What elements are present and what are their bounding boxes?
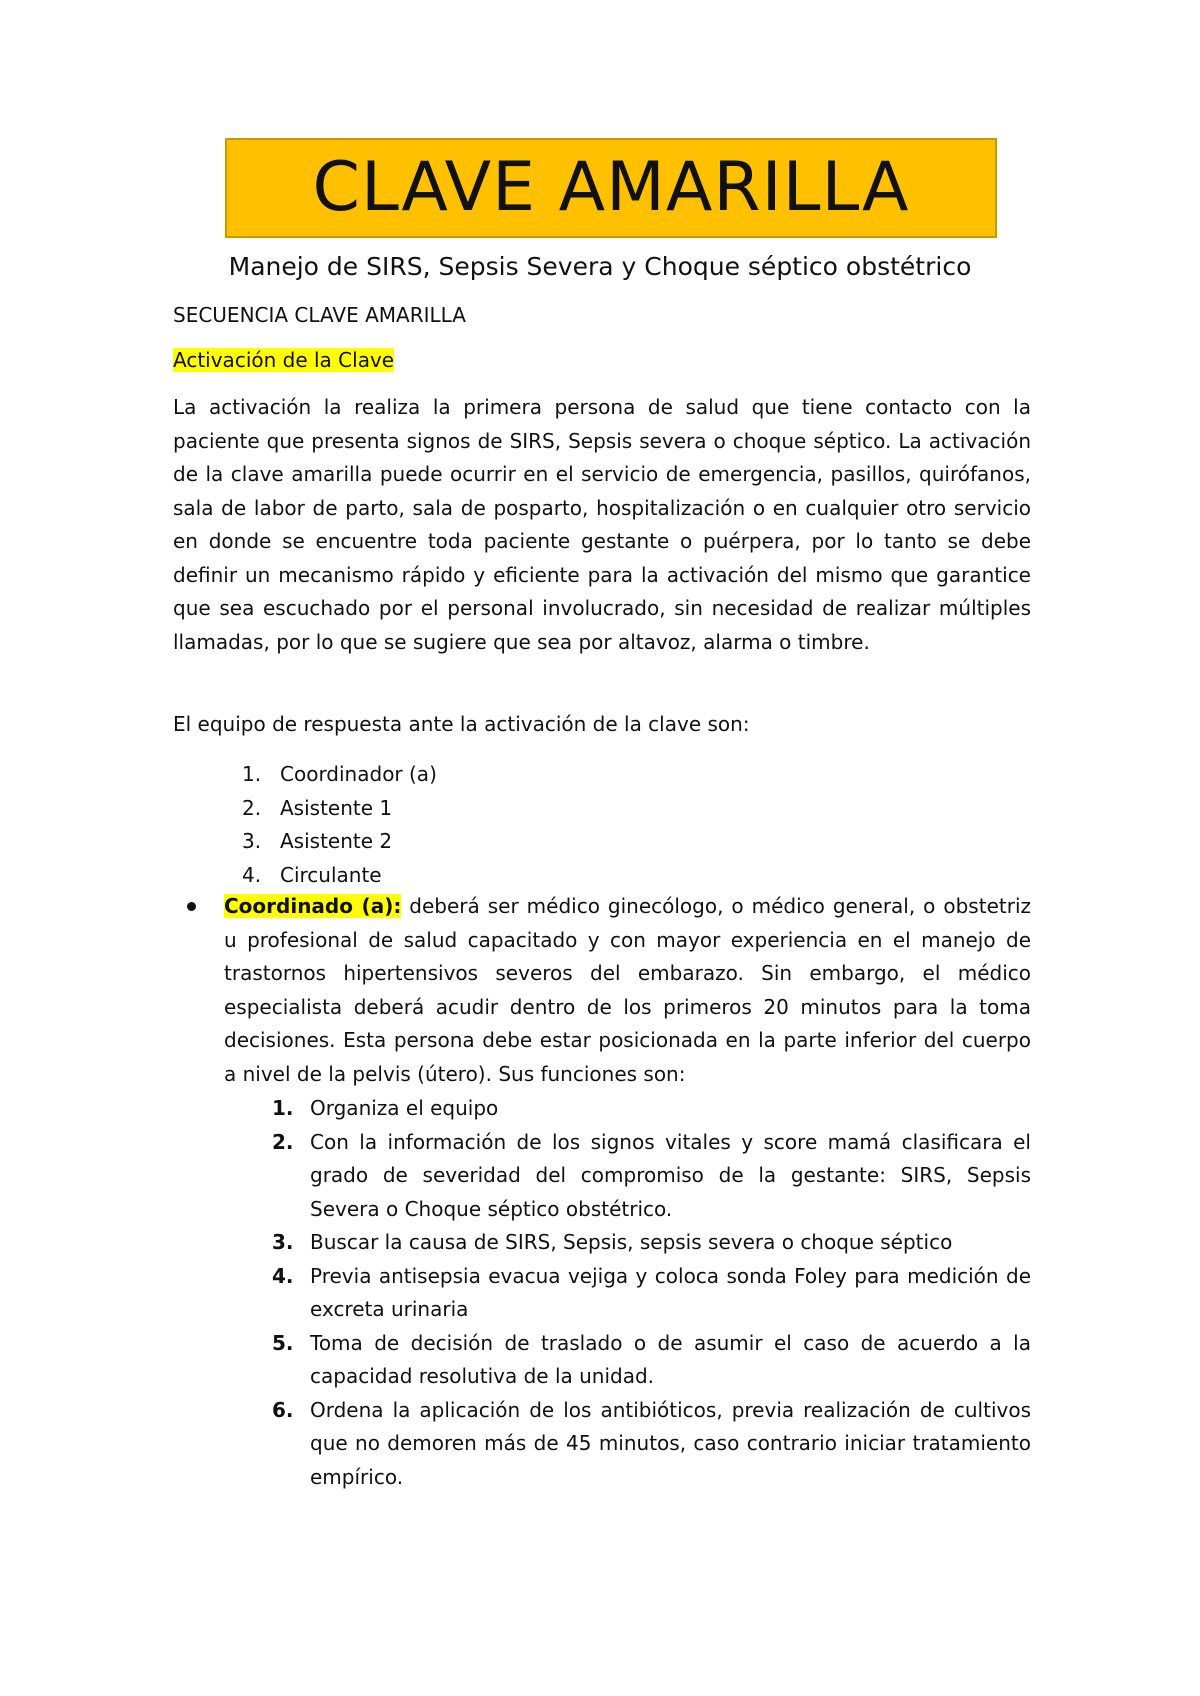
list-item-text: Ordena la aplicación de los antibióticos, previa realización de cultivos que no demoren más de 45 minutos, caso contrario iniciar tratamiento empírico.	[310, 1397, 1031, 1489]
document-subtitle: Manejo de SIRS, Sepsis Severa y Choque séptico obstétrico	[228, 252, 972, 281]
team-list	[242, 758, 642, 892]
bullet-icon	[187, 902, 196, 911]
activation-heading-row	[173, 344, 1031, 376]
list-item	[272, 1327, 1031, 1394]
sequence-title: SECUENCIA CLAVE AMARILLA	[173, 303, 466, 327]
list-item	[242, 792, 642, 826]
list-item-text: Previa antisepsia evacua vejiga y coloca sonda Foley para medición de excreta urinaria	[310, 1263, 1031, 1321]
list-item-text: Toma de decisión de traslado o de asumir el caso de acuerdo a la capacidad resolutiva de la unidad.	[310, 1330, 1031, 1388]
list-item-number: 2.	[242, 795, 262, 820]
list-item-text: Organiza el equipo	[310, 1096, 499, 1120]
list-item	[272, 1394, 1031, 1495]
list-item-number: 5.	[272, 1330, 294, 1355]
list-item-number: 3.	[272, 1230, 294, 1254]
coordinator-text: deberá ser médico ginecólogo, o médico general, o obstetriz u profesional de salud capacitado y con mayor experiencia en el manejo de trastornos hipertensivos severos del embarazo. Sin embargo, el médico especialista deberá acudir dentro de los primeros 20 minutos para la toma decisiones. Esta persona debe estar posicionada en la parte inferior del cuerpo a nivel de la pelvis (útero). Sus funciones son:	[224, 894, 1031, 1086]
activation-heading: Activación de la Clave	[173, 348, 395, 372]
coordinator-label: Coordinado (a):	[224, 894, 402, 918]
list-item	[272, 1126, 1031, 1227]
document-title: CLAVE AMARILLA	[312, 148, 910, 227]
list-item-number: 3.	[242, 829, 262, 853]
functions-list	[272, 1092, 1031, 1494]
coordinator-bullet	[185, 890, 1031, 1091]
list-item-number: 4.	[272, 1263, 294, 1288]
list-item-number: 6.	[272, 1397, 294, 1422]
list-item-label: Asistente 1	[280, 795, 393, 820]
team-intro: El equipo de respuesta ante la activación de la clave son:	[173, 712, 750, 736]
title-banner	[225, 138, 997, 238]
list-item	[272, 1260, 1031, 1327]
list-item	[272, 1092, 1031, 1126]
list-item-number: 1.	[242, 762, 262, 786]
list-item	[242, 758, 642, 792]
list-item	[242, 825, 642, 859]
list-item-text: Con la información de los signos vitales y score mamá clasificara el grado de severidad del compromiso de la gestante: SIRS, Sepsis Severa o Choque séptico obstétrico.	[310, 1129, 1031, 1221]
list-item-label: Asistente 2	[280, 829, 393, 853]
list-item-label: Coordinador (a)	[280, 762, 437, 786]
activation-paragraph: La activación la realiza la primera persona de salud que tiene contacto con la paciente que presenta signos de SIRS, Sepsis severa o choque séptico. La activación de la clave amarilla puede ocurrir en el servicio de emergencia, pasillos, quirófanos, sala de labor de parto, sala de posparto, hospitalización o en cualquier otro servicio en donde se encuentre toda paciente gestante o puérpera, por lo tanto se debe definir un mecanismo rápido y eficiente para la activación del mismo que garantice que sea escuchado por el personal involucrado, sin necesidad de realizar múltiples llamadas, por lo que se sugiere que sea por altavoz, alarma o timbre.	[173, 395, 1031, 654]
list-item	[272, 1226, 1031, 1260]
list-item-number: 1.	[272, 1096, 294, 1120]
list-item-number: 4.	[242, 862, 262, 887]
list-item	[242, 859, 642, 893]
list-item-number: 2.	[272, 1129, 294, 1154]
list-item-text: Buscar la causa de SIRS, Sepsis, sepsis severa o choque séptico	[310, 1230, 953, 1254]
list-item-label: Circulante	[280, 862, 382, 887]
coordinator-paragraph	[224, 890, 1031, 1091]
